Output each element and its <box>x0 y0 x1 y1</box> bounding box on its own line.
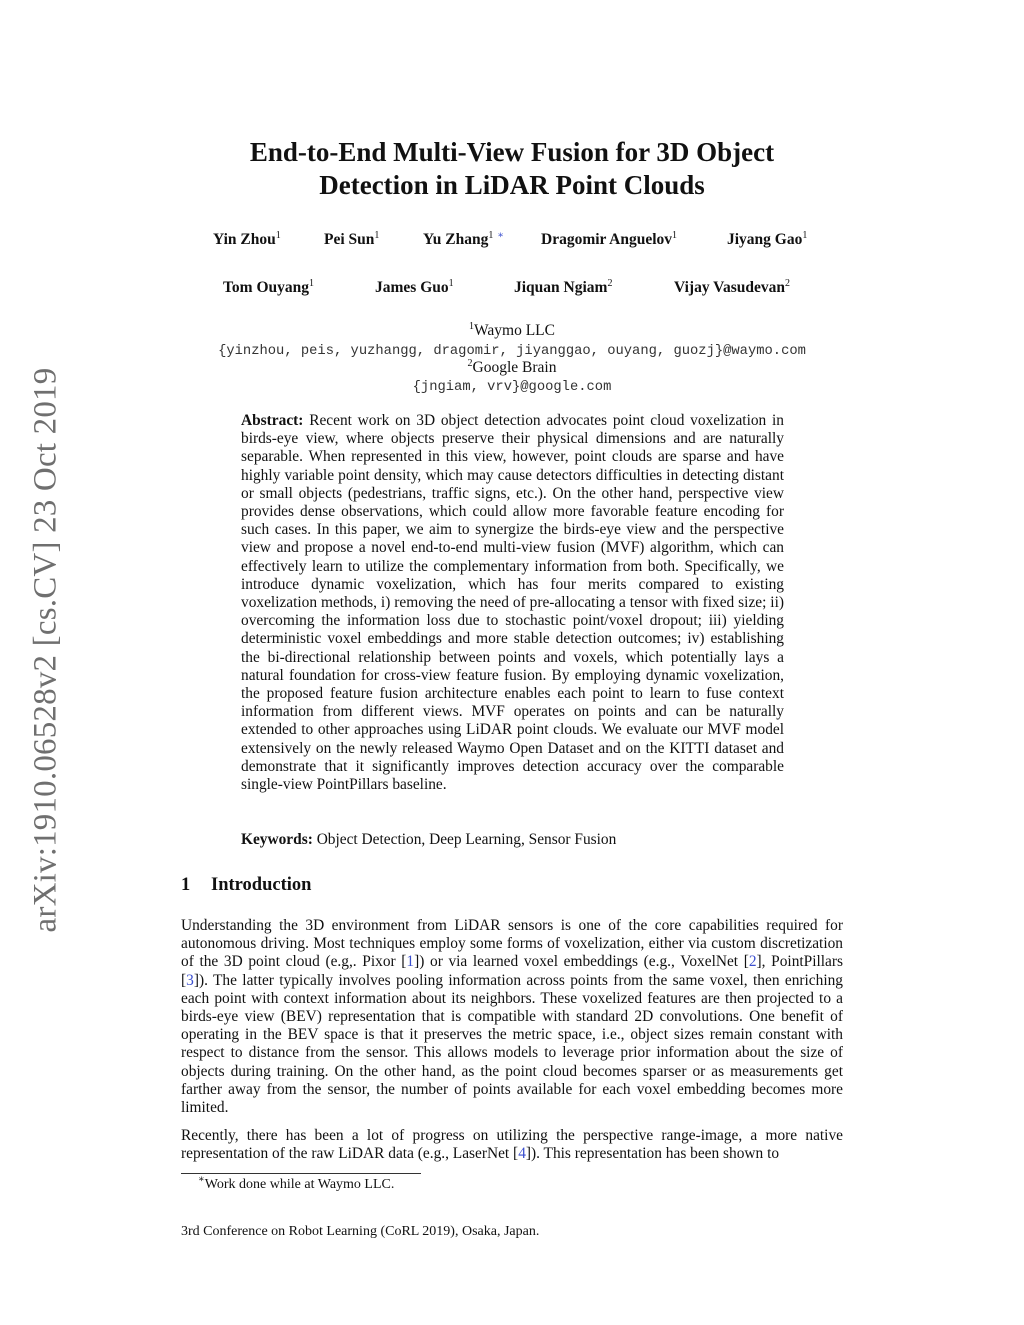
intro-paragraph-2: Recently, there has been a lot of progress on utilizing the perspective range-image, a more native representation of the raw LiDAR data (e.g., LaserNet [4]). This representation has been shown to <box>181 1127 843 1163</box>
footnote: ∗Work done while at Waymo LLC. <box>198 1174 395 1192</box>
section-title: Introduction <box>211 875 312 895</box>
citation-link[interactable]: 1 <box>406 953 415 971</box>
author-dragomir-anguelov: Dragomir Anguelov$^1$ <box>541 230 678 248</box>
author-pei-sun: Pei Sun$^1$ <box>324 230 380 248</box>
author-yin-zhou: Yin Zhou$^1$ <box>213 230 281 248</box>
conference-line: 3rd Conference on Robot Learning (CoRL 2019), Osaka, Japan. <box>181 1224 540 1239</box>
footnote-rule <box>181 1173 421 1174</box>
title-line-2: Detection in LiDAR Point Clouds <box>319 170 705 200</box>
paper-title <box>0 136 1024 202</box>
author-james-guo: James Guo$^1$ <box>375 278 454 296</box>
affiliation-waymo: $^1$Waymo LLC <box>469 321 555 339</box>
citation-link[interactable]: 4 <box>518 1145 526 1163</box>
keywords <box>241 831 616 849</box>
section-number: 1 <box>181 875 191 895</box>
author-tom-ouyang: Tom Ouyang$^1$ <box>223 278 314 296</box>
keywords-label: Keywords: <box>241 831 313 848</box>
citation-link[interactable]: 2 <box>748 953 757 971</box>
author-jiquan-ngiam: Jiquan Ngiam$^2$ <box>514 278 613 296</box>
affiliation-google-brain: $^2$Google Brain <box>467 358 557 376</box>
emails-waymo: {yinzhou, peis, yuzhangg, dragomir, jiyanggao, ouyang, guozj}@waymo.com <box>218 344 806 359</box>
author-vijay-vasudevan: Vijay Vasudevan$^2$ <box>674 278 790 296</box>
arxiv-stamp: arXiv:1910.06528v2 [cs.CV] 23 Oct 2019 <box>27 367 64 933</box>
intro-paragraph-1: Understanding the 3D environment from LiDAR sensors is one of the core capabilities required for autonomous driving. Most techniques employ some forms of voxelization, either via custom discretization of the 3D point cloud (e.g,. Pixor [1]) or via learned voxel embeddings (e.g., VoxelNet [2], PointPillars [3]). The latter typically involves pooling information across points from the same voxel, then enriching each point with context information about its neighbors. These voxelized features are then projected to a birds-eye view (BEV) representation that is compatible with standard 2D convolutions. One benefit of operating in the BEV space is that it preserves the metric space, i.e., object sizes remain constant with respect to distance from the sensor. This allows models to leverage prior information about the size of objects during training. On the other hand, as the point cloud becomes sparser or as measurements get farther away from the sensor, the number of points available for each voxel embedding becomes more limited. <box>181 917 843 1117</box>
abstract <box>241 412 784 794</box>
title-line-1: End-to-End Multi-View Fusion for 3D Object <box>249 137 775 167</box>
abstract-label: Abstract: <box>241 412 304 429</box>
abstract-text: Recent work on 3D object detection advocates point cloud voxelization in birds-eye view, where objects preserve their physical dimensions and are naturally separable. When represented in this view, however, point clouds are sparse and have highly variable point density, which may cause detectors difficulties in detecting distant or small objects (pedestrians, traffic signs, etc.). On the other hand, perspective view provides dense observations, which could allow more favorable feature encoding for such cases. In this paper, we aim to synergize the birds-eye view and the perspective view and propose a novel end-to-end multi-view fusion (MVF) algorithm, which can effectively learn to utilize the complementary information from both. Specifically, we introduce dynamic voxelization, which has four merits compared to existing voxelization methods, i) removing the need of pre-allocating a tensor with fixed size; ii) overcoming the information loss due to stochastic point/voxel dropout; iii) yielding deterministic voxel embeddings and more stable detection outcomes; iv) establishing the bi-directional relationship between points and voxels, which potentially lays a natural foundation for cross-view feature fusion. By employing dynamic voxelization, the proposed feature fusion architecture enables each point to learn to fuse context information from different views. MVF operates on points and can be naturally extended to other approaches using LiDAR point clouds. We evaluate our MVF model extensively on the newly released Waymo Open Dataset and on the KITTI dataset and demonstrate that it significantly improves detection accuracy over the comparable single-view PointPillars baseline. <box>241 412 784 794</box>
emails-google: {jngiam, vrv}@google.com <box>412 380 612 395</box>
citation-link[interactable]: 3 <box>186 971 194 989</box>
author-jiyang-gao: Jiyang Gao$^1$ <box>727 230 808 248</box>
section-heading <box>181 875 311 896</box>
author-yu-zhang: Yu Zhang$^1$ ∗ <box>423 230 505 248</box>
footnote-mark[interactable]: ∗ <box>497 230 505 241</box>
keywords-text: Object Detection, Deep Learning, Sensor Fusion <box>316 831 617 848</box>
